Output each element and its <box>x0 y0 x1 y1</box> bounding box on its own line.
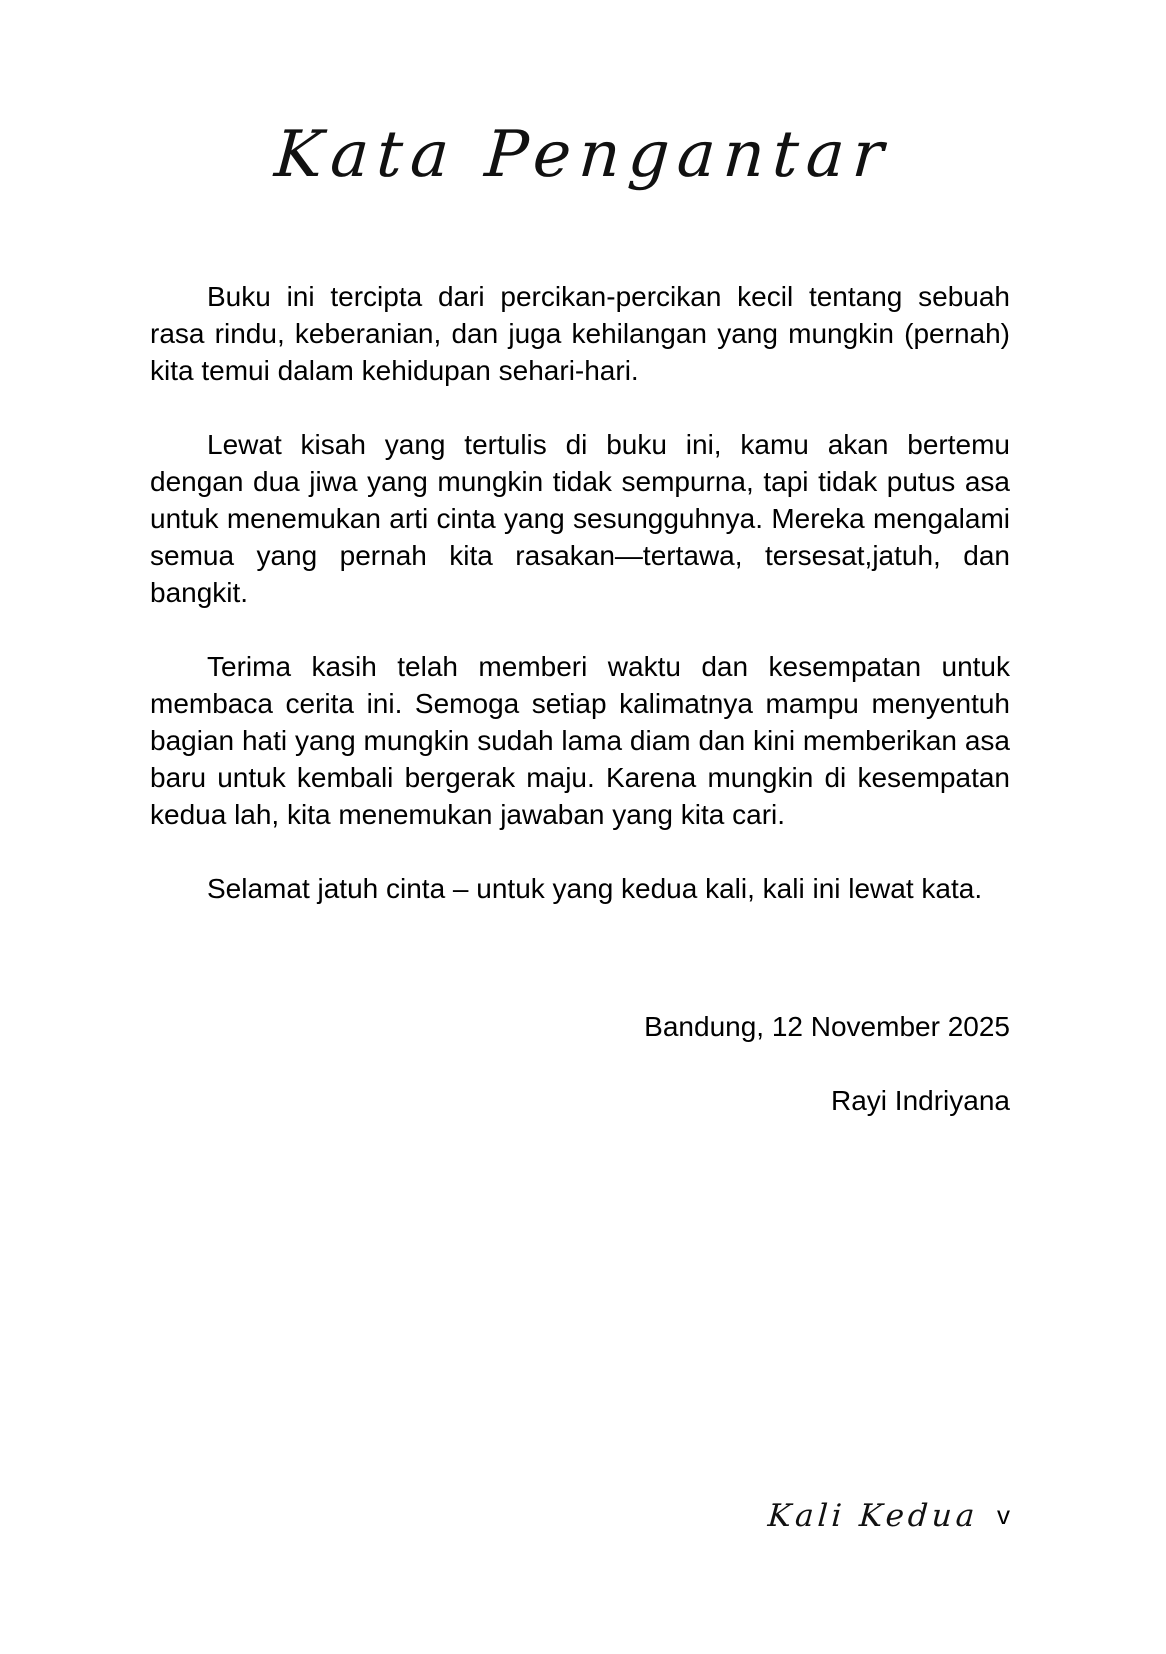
signoff-place-date: Bandung, 12 November 2025 <box>644 1011 1010 1042</box>
page-footer <box>150 1498 1010 1534</box>
preface-body <box>150 278 1010 944</box>
footer-page-number: v <box>997 1500 1010 1530</box>
page-title: Kata Pengantar <box>272 118 894 192</box>
signoff-author-name: Rayi Indriyana <box>831 1085 1010 1116</box>
paragraph: Terima kasih telah memberi waktu dan kesempatan untuk membaca cerita ini. Semoga setiap kalimatnya mampu menyentuh bagian hati yang mungkin sudah lama diam dan kini memberikan asa baru untuk kembali bergerak maju. Karena mungkin di kesempatan kedua lah, kita menemukan jawaban yang kita cari. <box>150 651 1010 830</box>
paragraph: Buku ini tercipta dari percikan-percikan kecil tentang sebuah rasa rindu, keberanian, dan juga kehilangan yang mungkin (pernah) kita temui dalam kehidupan sehari-hari. <box>150 281 1010 386</box>
footer-book-title: Kali Kedua <box>766 1498 980 1534</box>
paragraph: Lewat kisah yang tertulis di buku ini, kamu akan bertemu dengan dua jiwa yang mungkin tidak sempurna, tapi tidak putus asa untuk menemukan arti cinta yang sesungguhnya. Mereka mengalami semua yang pernah kita rasakan—tertawa, tersesat,jatuh, dan bangkit. <box>150 429 1010 608</box>
paragraph: Selamat jatuh cinta – untuk yang kedua kali, kali ini lewat kata. <box>207 873 983 904</box>
